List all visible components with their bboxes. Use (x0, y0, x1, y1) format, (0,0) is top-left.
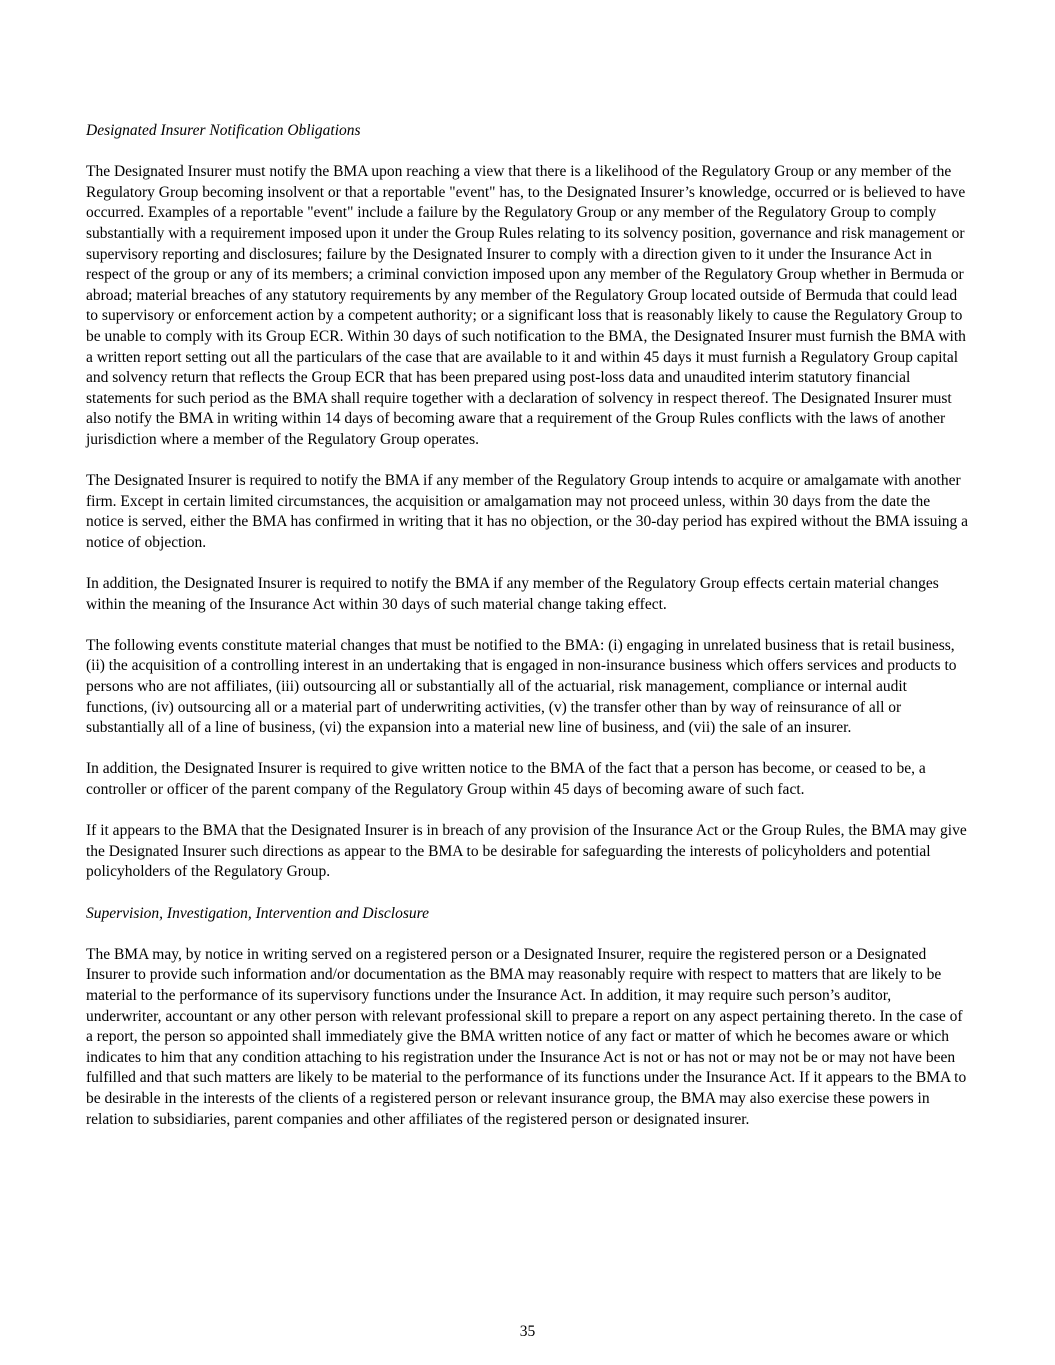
paragraph-material-changes-notice: In addition, the Designated Insurer is required to notify the BMA if any member of the Regulatory Group effects certain material changes within the meaning of the Insurance Act within 30 days of such material change taking effect. (86, 575, 939, 613)
section-heading-supervision: Supervision, Investigation, Intervention and Disclosure (86, 904, 429, 922)
page-number: 35 (519, 1323, 536, 1340)
paragraph-notification-events: The Designated Insurer must notify the BMA upon reaching a view that there is a likelihood of the Regulatory Group or any member of the Regulatory Group becoming insolvent or that a reportable "event" has, to the Designated Insurer’s knowledge, occurred or is believed to have occurred. Examples of a reportable "event" include a failure by the Regulatory Group or any member of the Regulatory Group to comply substantially with a requirement imposed upon it under the Group Rules relating to its solvency position, governance and risk management or supervisory reporting and disclosures; failure by the Designated Insurer to comply with a direction given to it under the Insurance Act in respect of the group or any of its members; a criminal conviction imposed upon any member of the Regulatory Group whether in Bermuda or abroad; material breaches of any statutory requirements by any member of the Regulatory Group located outside of Bermuda that could lead to supervisory or enforcement action by a competent authority; or a significant loss that is reasonably likely to cause the Regulatory Group to be unable to comply with its Group ECR. Within 30 days of such notification to the BMA, the Designated Insurer must furnish the BMA with a written report setting out all the particulars of the case that are available to it and within 45 days it must furnish a Regulatory Group capital and solvency return that reflects the Group ECR that has been prepared using post-loss data and unaudited interim statutory financial statements for such period as the BMA shall require together with a declaration of solvency in respect thereof. The Designated Insurer must also notify the BMA in writing within 14 days of becoming aware that a requirement of the Group Rules conflicts with the laws of another jurisdiction where a member of the Regulatory Group operates. (86, 163, 966, 448)
document-page (86, 121, 970, 1130)
paragraph-supervision-information: The BMA may, by notice in writing served on a registered person or a Designated Insurer, require the registered person or a Designated Insurer to provide such information and/or documentation as the BMA may reasonably require with respect to matters that are likely to be material to the performance of its supervisory functions under the Insurance Act. In addition, it may require such person’s auditor, underwriter, accountant or any other person with relevant professional skill to prepare a report on any aspect pertaining thereto. In the case of a report, the person so appointed shall immediately give the BMA written notice of any fact or matter of which he becomes aware or which indicates to him that any condition attaching to his registration under the Insurance Act is not or has not or may not be or may not have been fulfilled and that such matters are likely to be material to the performance of its functions under the Insurance Act. If it appears to the BMA to be desirable in the interests of the clients of a registered person or relevant insurance group, the BMA may also exercise these powers in relation to subsidiaries, parent companies and other affiliates of the registered person or designated insurer. (86, 945, 967, 1128)
paragraph-bma-directions: If it appears to the BMA that the Designated Insurer is in breach of any provision of the Insurance Act or the Group Rules, the BMA may give the Designated Insurer such directions as appear to the BMA to be desirable for safeguarding the interests of policyholders and potential policyholders of the Regulatory Group. (86, 822, 967, 881)
paragraph-controller-officer-notice: In addition, the Designated Insurer is required to give written notice to the BMA of the fact that a person has become, or ceased to be, a controller or officer of the parent company of the Regulatory Group within 45 days of becoming aware of such fact. (86, 760, 926, 798)
paragraph-material-changes-list: The following events constitute material changes that must be notified to the BMA: (i) engaging in unrelated business that is retail business, (ii) the acquisition of a controlling interest in an undertaking that is engaged in non-insurance business which offers services and products to persons who are not affiliates, (iii) outsourcing all or substantially all of the actuarial, risk management, compliance or internal audit functions, (iv) outsourcing all or a material part of underwriting activities, (v) the transfer other than by way of reinsurance of all or substantially all of a line of business, (vi) the expansion into a material new line of business, and (vii) the sale of an insurer. (86, 636, 957, 737)
paragraph-acquire-amalgamate: The Designated Insurer is required to notify the BMA if any member of the Regulatory Group intends to acquire or amalgamate with another firm. Except in certain limited circumstances, the acquisition or amalgamation may not proceed unless, within 30 days from the date the notice is served, either the BMA has confirmed in writing that it has no objection, or the 30-day period has expired without the BMA issuing a notice of objection. (86, 472, 969, 551)
section-heading-notification-obligations: Designated Insurer Notification Obligations (86, 122, 361, 139)
